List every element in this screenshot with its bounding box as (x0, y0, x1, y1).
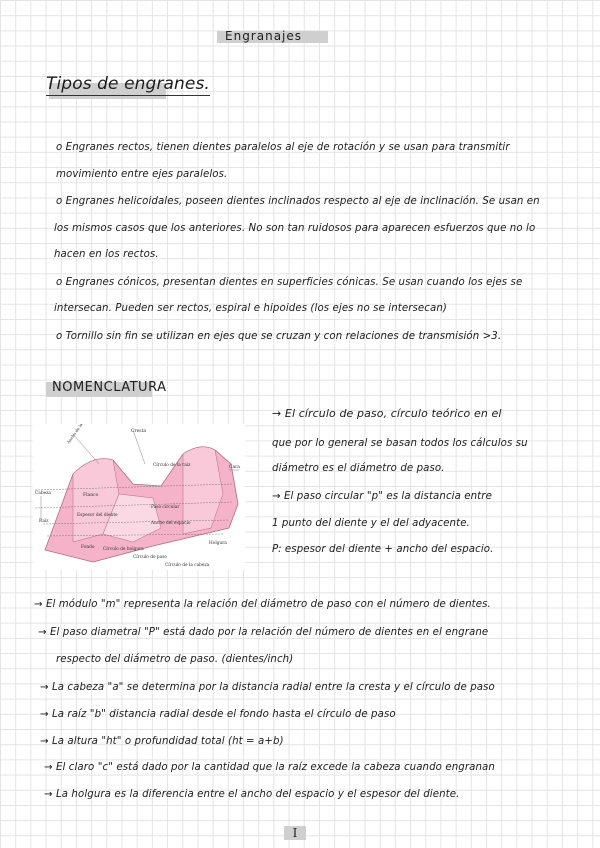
page-title: Engranajes (225, 29, 303, 43)
s3-line-4: → La cabeza "a" se determina por la distancia radial entre la cresta y el círculo de paso (40, 682, 495, 693)
s2-line-6: P: espesor del diente + ancho del espacio. (272, 544, 494, 555)
fig-label-cara: Cara (229, 465, 240, 470)
s1-line-6: o Engranes cónicos, presentan dientes en superficies cónicas. Se usan cuando los ejes se (56, 277, 523, 288)
fig-label-raiz: Raíz (39, 519, 49, 524)
fig-label-espesor: Espesor del diente (77, 513, 118, 518)
fig-label-circulo-raiz: Círculo de la raíz (153, 463, 191, 468)
section1-heading: Tipos de engranes. (46, 74, 210, 94)
s3-line-2: → El paso diametral "P" está dado por la relación del número de dientes en el engrane (38, 627, 489, 638)
fig-label-cresta: Cresta (131, 429, 147, 434)
fig-label-holgura: Holgura (209, 541, 227, 546)
s2-line-1: → El círculo de paso, círculo teórico en el (272, 407, 502, 420)
s3-line-1: → El módulo "m" representa la relación del diámetro de paso con el número de dientes. (34, 599, 491, 610)
s2-line-5: 1 punto del diente y el del adyacente. (272, 518, 470, 529)
gear-nomenclature-figure (33, 424, 245, 570)
s1-line-8: o Tornillo sin fin se utilizan en ejes que se cruzan y con relaciones de transmisión >3. (56, 331, 502, 342)
fig-label-circulo-holgura: Círculo de holgura (103, 547, 144, 552)
s1-line-7: intersecan. Pueden ser rectos, espiral e hipoides (los ejes no se intersecan) (54, 303, 447, 314)
s1-line-1: o Engranes rectos, tienen dientes paralelos al eje de rotación y se usan para transmitir (56, 142, 510, 153)
s3-line-5: → La raíz "b" distancia radial desde el fondo hasta el círculo de paso (40, 709, 396, 720)
s1-line-2: movimiento entre ejes paralelos. (56, 169, 228, 180)
fig-label-flanco: Flanco (83, 493, 99, 498)
s1-line-5: hacen en los rectos. (54, 249, 159, 260)
s3-line-6: → La altura "ht" o profundidad total (ht = a+b) (40, 736, 284, 747)
s2-line-4: → El paso circular "p" es la distancia entre (272, 491, 492, 502)
fig-label-cabeza: Cabeza (35, 491, 51, 496)
s2-line-2: que por lo general se basan todos los cálculos su (272, 438, 528, 449)
section2-heading: NOMENCLATURA (52, 380, 167, 395)
fig-label-paso-circular: Paso circular (151, 505, 180, 510)
s2-line-3: diámetro es el diámetro de paso. (272, 463, 445, 474)
fig-label-fondo: Fondo (81, 545, 95, 550)
s3-line-3: respecto del diámetro de paso. (dientes/inch) (56, 654, 294, 665)
fig-label-circulo-paso: Círculo de paso (133, 555, 167, 560)
s3-line-8: → La holgura es la diferencia entre el ancho del espacio y el espesor del diente. (44, 789, 460, 800)
fig-label-ancho-espacio: Ancho del espacio (151, 521, 191, 526)
s1-line-4: los mismos casos que los anteriores. No son tan ruidosos para aparecen esfuerzos que no lo (54, 223, 536, 234)
s3-line-7: → El claro "c" está dado por la cantidad que la raíz excede la cabeza cuando engranan (44, 762, 495, 773)
page-number: I (284, 826, 306, 840)
fig-label-circulo-cabeza: Círculo de la cabeza (165, 563, 210, 568)
s1-line-3: o Engranes helicoidales, poseen dientes inclinados respecto al eje de inclinación. Se usan en (56, 196, 540, 207)
